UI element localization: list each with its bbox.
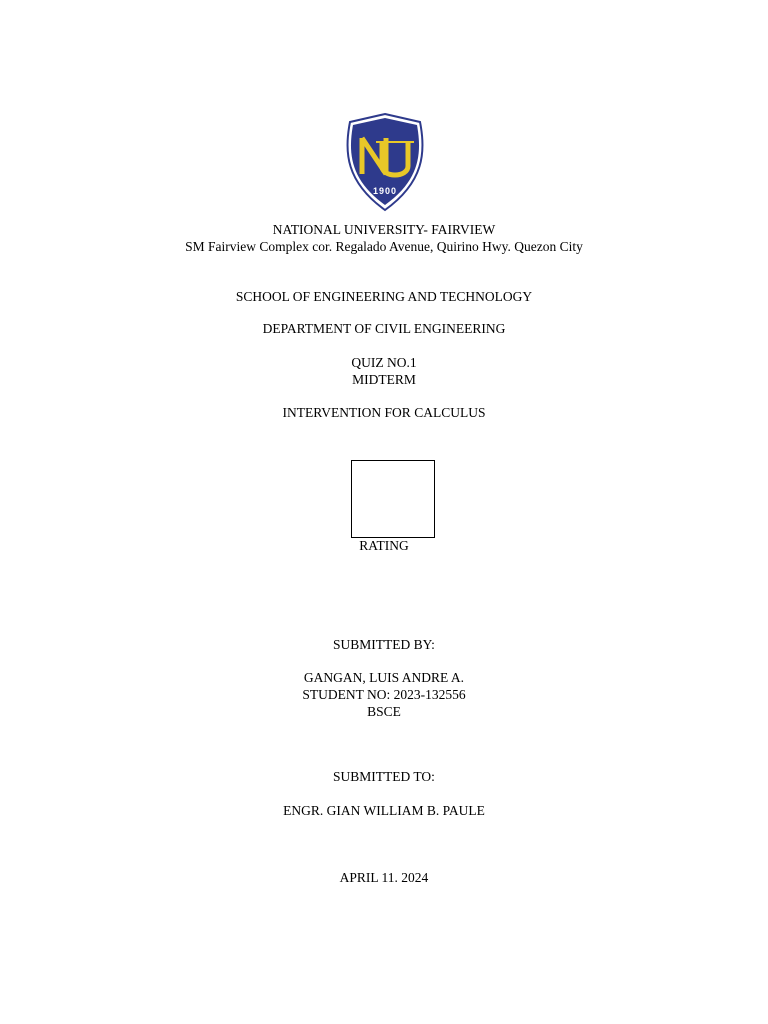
submitted-by-label: SUBMITTED BY: (333, 637, 435, 652)
logo-year: 1900 (372, 186, 398, 196)
university-logo (340, 112, 430, 212)
student-program: BSCE (367, 704, 401, 719)
university-address: SM Fairview Complex cor. Regalado Avenue, Quirino Hwy. Quezon City (185, 239, 583, 254)
rating-label: RATING (359, 538, 409, 553)
rating-box (351, 460, 435, 538)
student-name: GANGAN, LUIS ANDRE A. (303, 670, 465, 685)
submitted-to-label: SUBMITTED TO: (333, 769, 435, 784)
department-name: DEPARTMENT OF CIVIL ENGINEERING (262, 321, 506, 336)
school-name: SCHOOL OF ENGINEERING AND TECHNOLOGY (235, 289, 533, 304)
university-name: NATIONAL UNIVERSITY- FAIRVIEW (272, 222, 496, 237)
quiz-term: MIDTERM (352, 372, 416, 387)
subject-title: INTERVENTION FOR CALCULUS (282, 405, 486, 420)
instructor-name: ENGR. GIAN WILLIAM B. PAULE (283, 803, 485, 818)
submission-date: APRIL 11. 2024 (339, 870, 429, 885)
quiz-title: QUIZ NO.1 (351, 355, 417, 370)
student-number: STUDENT NO: 2023-132556 (302, 687, 466, 702)
